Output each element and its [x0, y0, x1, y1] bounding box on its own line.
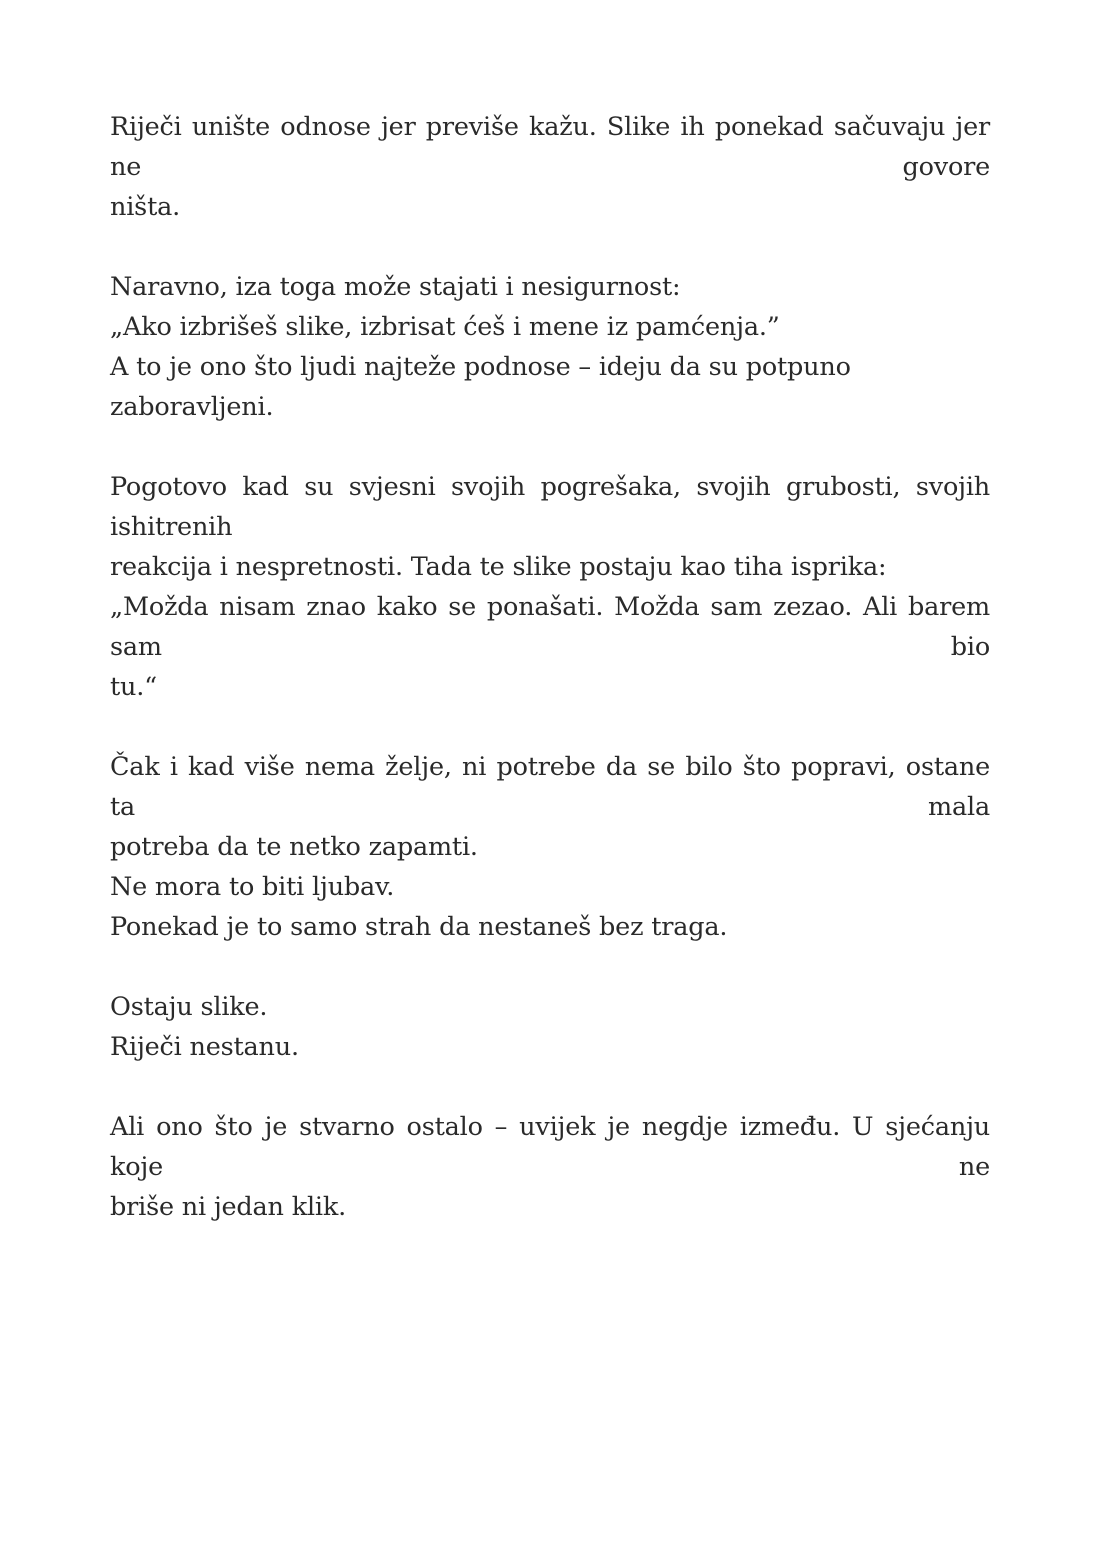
text-line: Naravno, iza toga može stajati i nesigurnost:: [110, 272, 681, 302]
paragraph-1: [110, 107, 990, 227]
text-line: Čak i kad više nema želje, ni potrebe da se bilo što popravi, ostane ta mala: [110, 752, 990, 822]
text-line: potreba da te netko zapamti.: [110, 832, 478, 862]
text-line: Ali ono što je stvarno ostalo – uvijek je negdje između. U sjećanju koje ne: [110, 1112, 990, 1182]
paragraph-3: [110, 467, 990, 707]
text-line: ništa.: [110, 192, 181, 222]
text-line: Ne mora to biti ljubav.: [110, 872, 395, 902]
text-line: A to je ono što ljudi najteže podnose – ideju da su potpuno zaboravljeni.: [110, 352, 851, 422]
text-line: reakcija i nespretnosti. Tada te slike postaju kao tiha isprika:: [110, 552, 887, 582]
text-line: Pogotovo kad su svjesni svojih pogrešaka, svojih grubosti, svojih ishitrenih: [110, 472, 990, 542]
paragraph-4: [110, 747, 990, 947]
text-line: Riječi nestanu.: [110, 1032, 299, 1062]
text-line: Riječi unište odnose jer previše kažu. Slike ih ponekad sačuvaju jer ne govore: [110, 112, 990, 182]
document-page: [110, 107, 990, 1267]
text-line: Ponekad je to samo strah da nestaneš bez traga.: [110, 912, 728, 942]
paragraph-5: [110, 987, 990, 1067]
text-line: Ostaju slike.: [110, 992, 268, 1022]
text-line: „Ako izbrišeš slike, izbrisat ćeš i mene iz pamćenja.”: [110, 312, 780, 342]
text-line: „Možda nisam znao kako se ponašati. Možda sam zezao. Ali barem sam bio: [110, 592, 990, 662]
paragraph-6: [110, 1107, 990, 1227]
text-line: tu.“: [110, 672, 158, 702]
paragraph-2: [110, 267, 990, 427]
text-line: briše ni jedan klik.: [110, 1192, 347, 1222]
